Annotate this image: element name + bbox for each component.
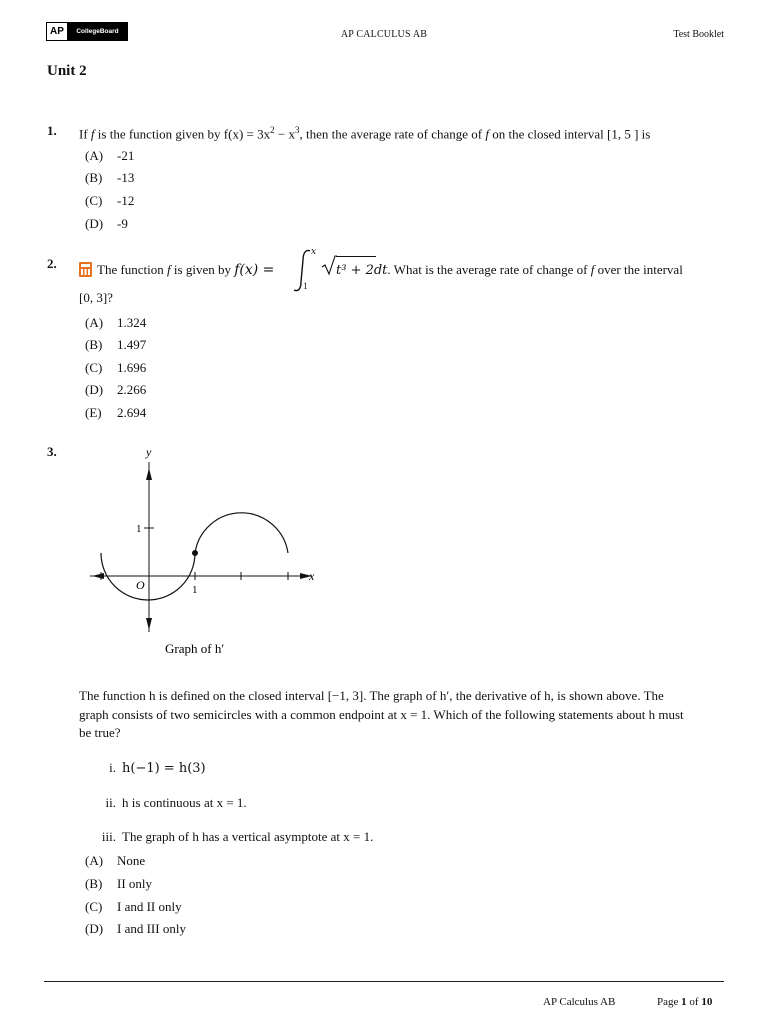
question-2-choice-e[interactable]: (E) 2.694 [85, 405, 147, 420]
unit-title: Unit 2 [47, 63, 87, 79]
question-1-choice-a[interactable]: (A) -21 [85, 148, 135, 163]
question-3-stem-line2: graph consists of two semicircles with a common endpoint at x = 1. Which of the following statements about h must [79, 707, 684, 722]
footer-divider [44, 981, 724, 982]
origin-label: O [136, 578, 145, 592]
y-tick-label-1: 1 [136, 523, 142, 535]
statement-iii: iii. The graph of h has a vertical asymptote at x = 1. [101, 829, 374, 844]
calculator-icon [79, 262, 92, 277]
square-root-icon [321, 254, 337, 276]
integral-lower-limit: 1 [303, 281, 308, 291]
upper-semicircle-curve [195, 513, 288, 553]
question-1-choice-d[interactable]: (D) -9 [85, 216, 128, 231]
header-booklet-label: Test Booklet [673, 29, 724, 40]
footer-course: AP Calculus AB [543, 996, 616, 1008]
question-2-number: 2. [47, 256, 57, 271]
y-axis-label: y [146, 445, 152, 459]
x-axis-arrow-left [92, 573, 104, 579]
x-axis-label: x [309, 569, 315, 583]
logo-collegeboard-text: CollegeBoard [68, 23, 127, 40]
question-1-stem: If f is the function given by $f(x) = 3x^2 - x^3$, then the average rate of change of f on the closed interval [1, 5 ] is [79, 125, 651, 142]
question-3-number: 3. [47, 444, 57, 459]
question-3-choice-c[interactable]: (C) I and II only [85, 899, 182, 914]
x-tick-label-1: 1 [192, 584, 198, 596]
question-2-interval: [0, 3]? [79, 290, 113, 305]
question-1-choice-b[interactable]: (B) -13 [85, 170, 135, 185]
question-3-stem-line3: be true? [79, 725, 121, 740]
question-3-stem-line1: The function h is defined on the closed interval [−1, 3]. The graph of h′, the derivative of h, is shown above. The [79, 688, 664, 703]
question-2-choice-c[interactable]: (C) 1.696 [85, 360, 147, 375]
question-2-choice-a[interactable]: (A) 1.324 [85, 315, 147, 330]
question-2-stem-cont: t³ + 2dt. What is the average rate of change of f over the interval [336, 262, 683, 278]
header-course-title: AP CALCULUS AB [340, 29, 428, 40]
integral-lhs: f(x) = [234, 262, 275, 278]
square-root-bar [336, 256, 376, 257]
question-2-choice-b[interactable]: (B) 1.497 [85, 337, 147, 352]
statement-ii: ii. h is continuous at x = 1. [105, 795, 247, 810]
logo-ap-mark: AP [47, 23, 68, 40]
question-3-choice-d[interactable]: (D) I and III only [85, 921, 186, 936]
y-axis-arrow-down [146, 618, 152, 630]
y-axis-arrow-up [146, 468, 152, 480]
question-3-choice-a[interactable]: (A) None [85, 853, 146, 868]
question-2-stem: The function f is given by f(x) = [79, 261, 274, 279]
question-1-number: 1. [47, 123, 57, 138]
footer-page-number: Page 1 of 10 [657, 996, 713, 1008]
integral-upper-limit: x [311, 247, 317, 257]
question-2-choice-d[interactable]: (D) 2.266 [85, 382, 147, 397]
question-1-choice-c[interactable]: (C) -12 [85, 193, 135, 208]
graph-caption: Graph of h′ [165, 641, 225, 656]
common-endpoint-dot [192, 550, 198, 556]
question-3-choice-b[interactable]: (B) II only [85, 876, 153, 891]
statement-i: i. h(−1) = h(3) [109, 760, 206, 776]
h-prime-graph [80, 440, 330, 670]
